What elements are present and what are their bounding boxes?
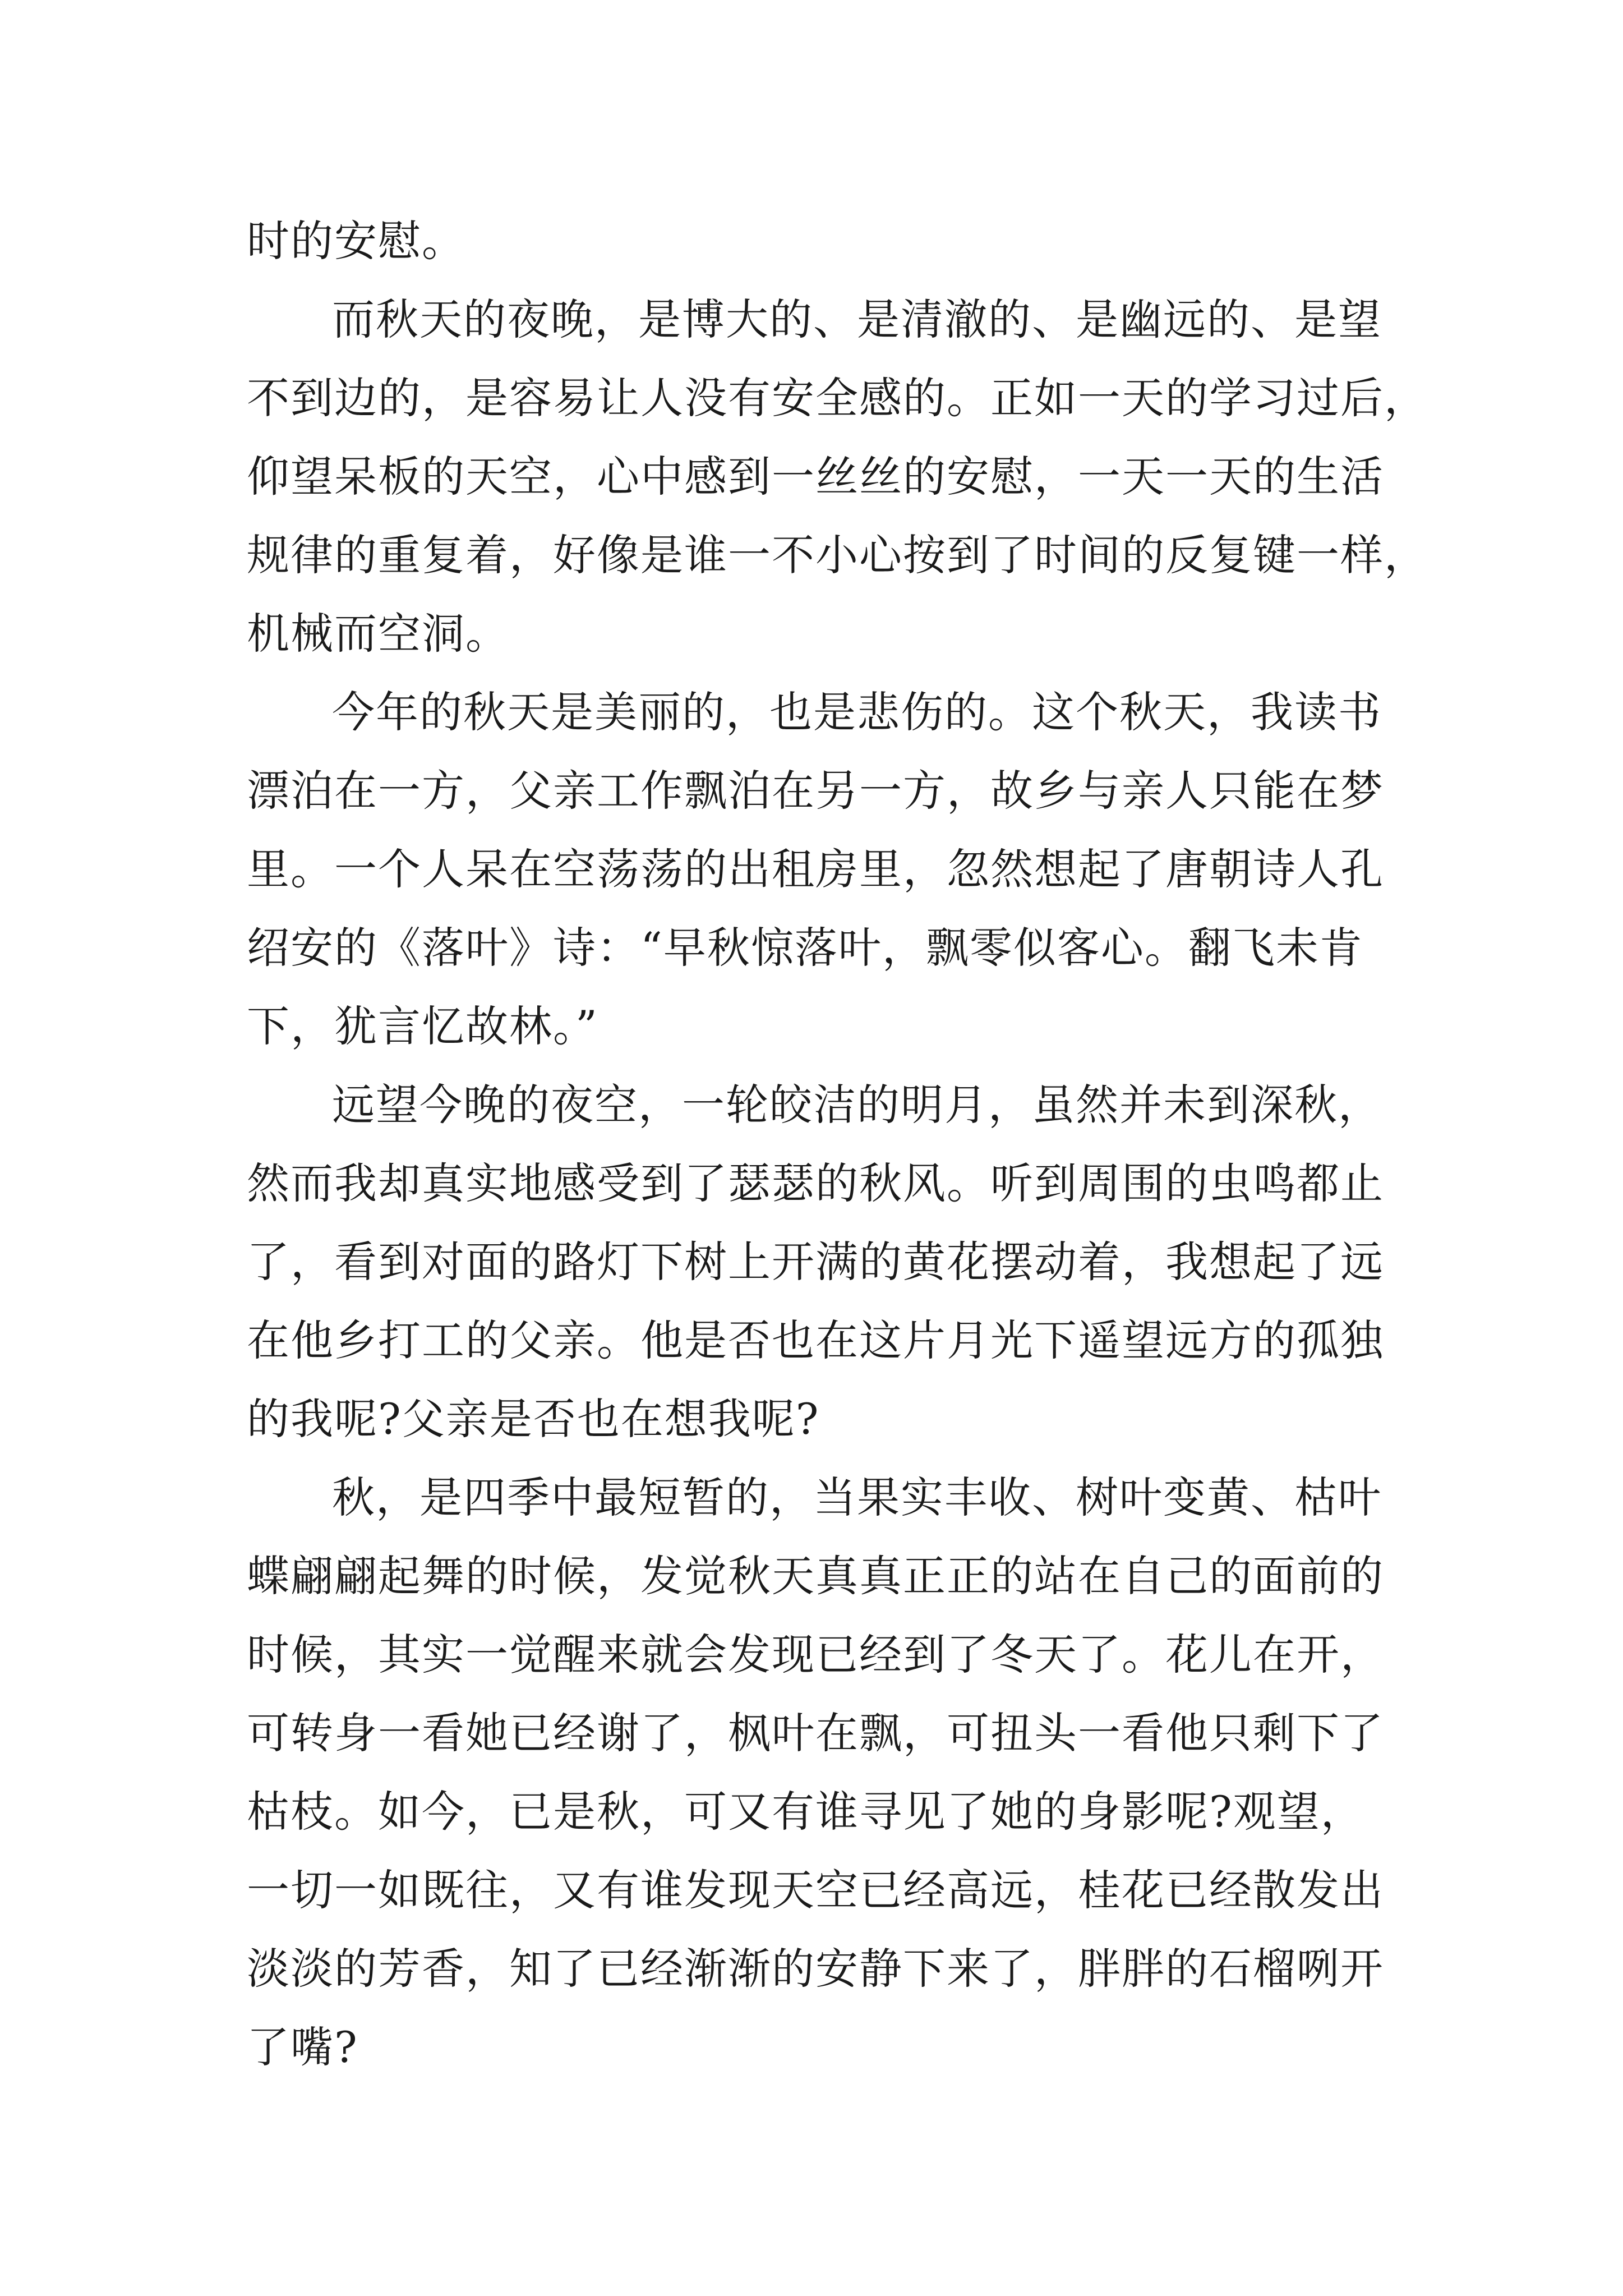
paragraph-start-line: 远望今晚的夜空，一轮皎洁的明月，虽然并未到深秋， <box>332 1080 1382 1130</box>
paragraph-start-line: 今年的秋天是美丽的，也是悲伤的。这个秋天，我读书 <box>332 687 1382 737</box>
text-line: 仰望呆板的天空，心中感到一丝丝的安慰，一天一天的生活 <box>247 452 1384 501</box>
text-line: 机械而空洞。 <box>247 609 509 659</box>
paragraph-start-line: 而秋天的夜晚，是博大的、是清澈的、是幽远的、是望 <box>332 295 1382 344</box>
text-line: 在他乡打工的父亲。他是否也在这片月光下遥望远方的孤独 <box>247 1315 1384 1365</box>
text-line: 时候，其实一觉醒来就会发现已经到了冬天了。花儿在开， <box>247 1630 1384 1680</box>
text-line: 漂泊在一方，父亲工作飘泊在另一方，故乡与亲人只能在梦 <box>247 766 1384 816</box>
text-line: 规律的重复着，好像是谁一不小心按到了时间的反复键一样， <box>247 530 1428 580</box>
text-line: 枯枝。如今，已是秋，可又有谁寻见了她的身影呢?观望， <box>247 1787 1364 1837</box>
text-line: 可转身一看她已经谢了，枫叶在飘，可扭头一看他只剩下了 <box>247 1708 1384 1758</box>
text-line: 下，犹言忆故林。” <box>247 1001 598 1051</box>
text-line: 里。一个人呆在空荡荡的出租房里，忽然想起了唐朝诗人孔 <box>247 844 1384 894</box>
text-line: 然而我却真实地感受到了瑟瑟的秋风。听到周围的虫鸣都止 <box>247 1158 1384 1208</box>
text-line: 绍安的《落叶》诗：“早秋惊落叶，飘零似客心。翻飞未肯 <box>247 923 1363 973</box>
text-line: 淡淡的芳香，知了已经渐渐的安静下来了，胖胖的石榴咧开 <box>247 1944 1384 1994</box>
text-line: 一切一如既往，又有谁发现天空已经高远，桂花已经散发出 <box>247 1865 1384 1915</box>
text-line: 了嘴? <box>247 2022 358 2072</box>
document-body <box>247 202 1428 2087</box>
text-line: 的我呢?父亲是否也在想我呢? <box>247 1394 820 1444</box>
text-line: 不到边的，是容易让人没有安全感的。正如一天的学习过后， <box>247 373 1428 423</box>
text-line: 了，看到对面的路灯下树上开满的黄花摆动着，我想起了远 <box>247 1237 1384 1287</box>
text-line: 蝶翩翩起舞的时候，发觉秋天真真正正的站在自己的面前的 <box>247 1551 1384 1601</box>
paragraph-start-line: 秋，是四季中最短暂的，当果实丰收、树叶变黄、枯叶 <box>332 1473 1382 1522</box>
text-line: 时的安慰。 <box>247 216 465 266</box>
